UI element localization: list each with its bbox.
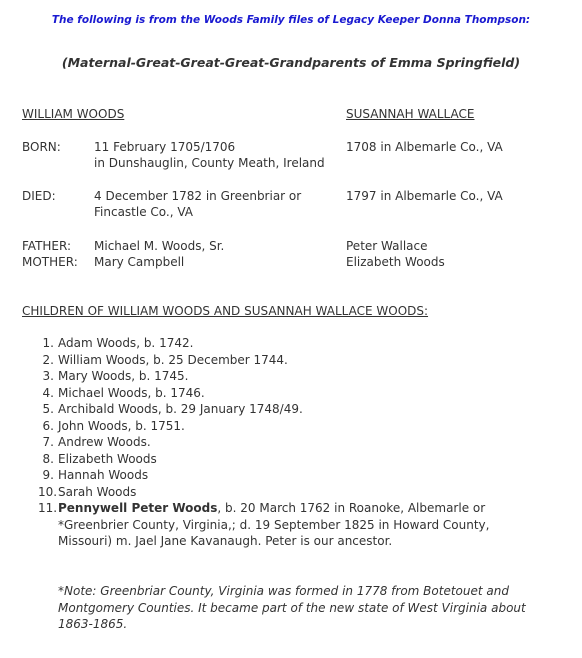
wife-father: Peter Wallace [346,239,428,253]
mother-label: MOTHER: [22,255,78,269]
child-entry: Adam Woods, b. 1742. [58,336,194,350]
child-entry: Michael Woods, b. 1746. [58,385,205,400]
item-number: 3. [42,369,54,383]
ancestor-name: Pennywell Peter Woods [58,501,218,515]
item-number: 6. [42,418,54,433]
husband-name: WILLIAM WOODS [22,107,125,121]
list-item [38,418,538,435]
child-entry: Sarah Woods [58,484,137,499]
wife-mother: Elizabeth Woods [346,255,445,269]
child-entry: Mary Woods, b. 1745. [58,369,189,383]
wife-born: 1708 in Albemarle Co., VA [346,140,503,154]
ancestor-details: , b. 20 March 1762 in Roanoke, Albemarle or *Greenbrier County, Virginia,; d. 19 September 1825 in Howard County, Missouri) m. Jael Jane Kavanaugh. Peter is our ancestor. [58,501,490,548]
child-entry: John Woods, b. 1751. [58,418,185,433]
item-number: 7. [42,435,54,449]
list-item [38,451,538,468]
child-entry: Andrew Woods. [58,435,151,449]
husband-born-line2: in Dunshauglin, County Meath, Ireland [94,156,325,170]
husband-born-line1: 11 February 1705/1706 [94,140,236,154]
list-item [38,385,538,402]
footnote: *Note: Greenbriar County, Virginia was formed in 1778 from Botetouet and Montgomery Counties. It became part of the new state of West Virginia about 1863-1865. [58,584,526,631]
relationship-subtitle: (Maternal-Great-Great-Great-Grandparents of Emma Springfield) [61,55,521,70]
list-item [38,467,538,484]
child-entry: Elizabeth Woods [58,451,157,466]
husband-father: Michael M. Woods, Sr. [94,239,225,253]
husband-mother: Mary Campbell [94,255,185,269]
child-entry: William Woods, b. 25 December 1744. [58,352,288,367]
item-number: 5. [42,402,54,416]
children-list [38,335,538,550]
born-label: BORN: [22,140,61,154]
list-item [38,352,538,369]
wife-name: SUSANNAH WALLACE [346,107,475,121]
list-item [38,434,538,451]
item-number: 4. [42,385,54,400]
item-number: 11. [38,501,58,515]
husband-died-line2: Fincastle Co., VA [94,205,194,219]
wife-died: 1797 in Albemarle Co., VA [346,189,503,203]
list-item [38,368,538,385]
father-label: FATHER: [22,239,72,253]
source-note: The following is from the Woods Family files of Legacy Keeper Donna Thompson: [51,14,531,26]
child-entry [58,500,538,550]
children-heading: CHILDREN OF WILLIAM WOODS AND SUSANNAH WALLACE WOODS: [22,304,429,318]
item-number: 10. [38,484,58,499]
item-number: 9. [42,468,54,482]
child-entry: Hannah Woods [58,468,149,482]
died-label: DIED: [22,189,56,203]
list-item [38,335,538,352]
item-number: 1. [42,336,54,350]
husband-died-line1: 4 December 1782 in Greenbriar or [94,189,302,203]
item-number: 8. [42,451,54,466]
list-item [38,500,538,550]
item-number: 2. [42,352,54,367]
list-item [38,484,538,501]
list-item [38,401,538,418]
child-entry: Archibald Woods, b. 29 January 1748/49. [58,402,303,416]
